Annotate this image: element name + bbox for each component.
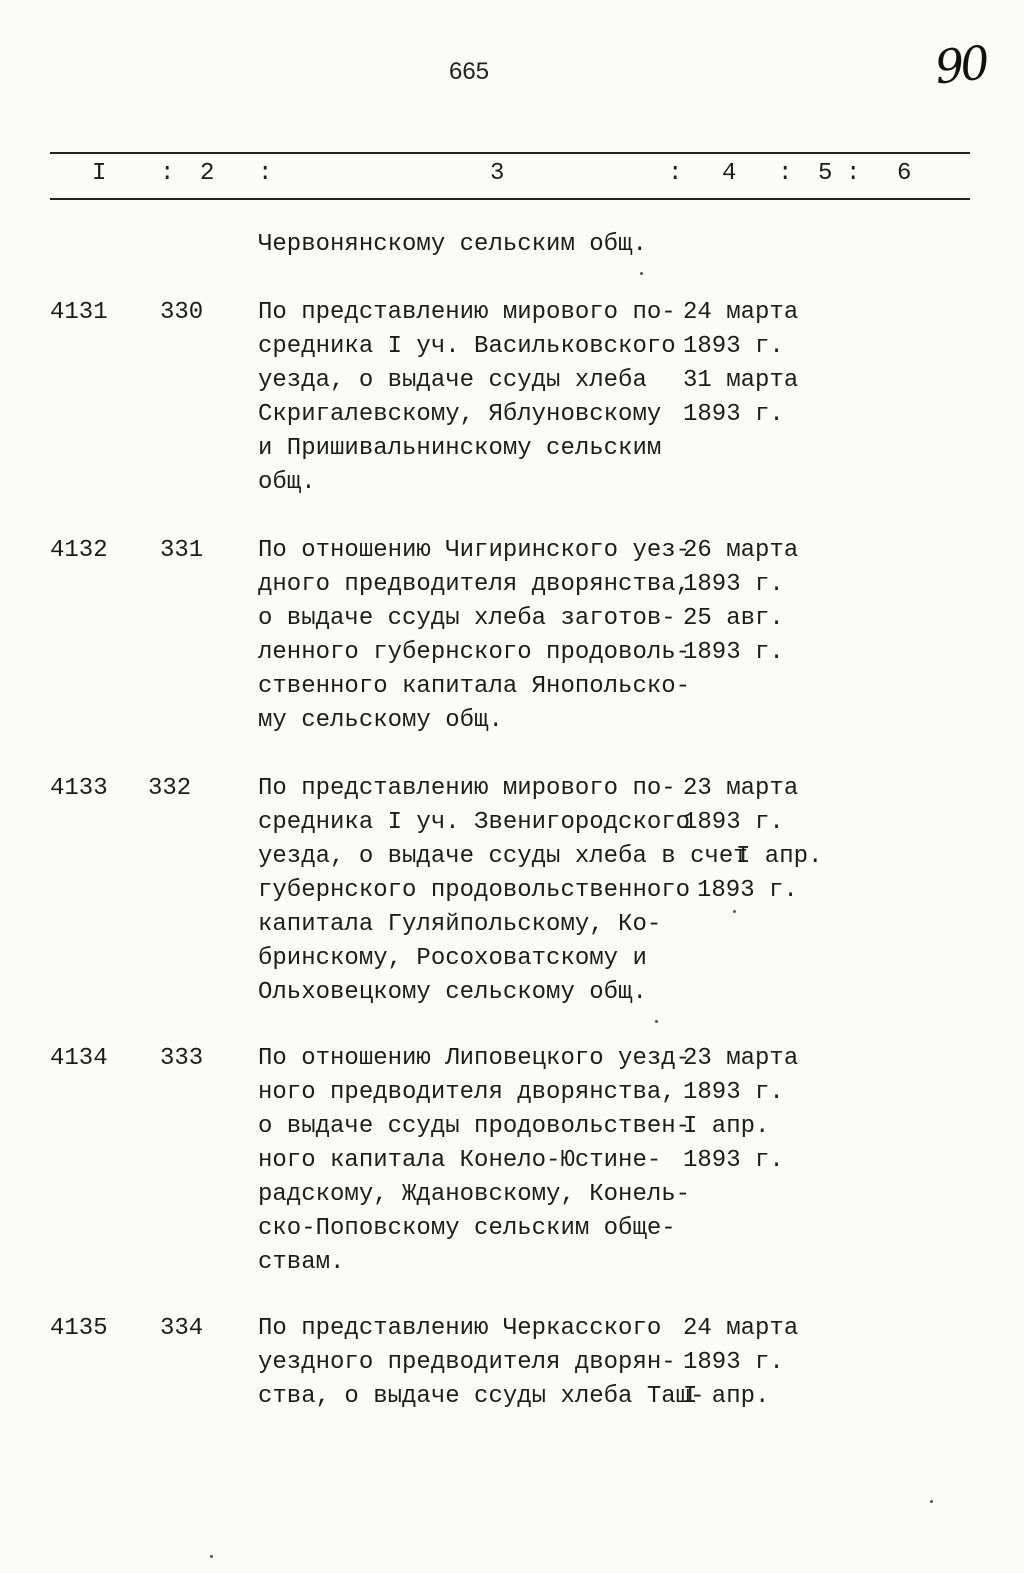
record-date-line: 23 марта [683, 1045, 799, 1072]
record-text-line: бринскому, Росоховатскому и [258, 945, 647, 972]
scan-speck [930, 1500, 933, 1503]
record-number: 4131 [50, 299, 108, 326]
header-separator: : [258, 160, 273, 187]
record-text-line: ско-Поповскому сельским обще- [258, 1215, 676, 1242]
record-text [258, 534, 690, 738]
scan-speck [655, 1020, 658, 1023]
header-col-4: 4 [722, 160, 737, 187]
record-dates [683, 296, 798, 432]
record-text-line: губернского продовольственного [258, 877, 691, 904]
record-date-line: I апр. [683, 1383, 770, 1410]
record-text [258, 296, 676, 500]
record-file: 330 [160, 299, 204, 326]
record-date-line: 31 марта [683, 367, 799, 394]
record-text-line: По представлению мирового по- [258, 775, 676, 802]
record-text-line: уезда, о выдаче ссуды хлеба в счет [258, 843, 748, 870]
record-text-line: По представлению мирового по- [258, 299, 676, 326]
record-text-line: Ольховецкому сельскому общ. [258, 979, 647, 1006]
record-text-line: ного капитала Конело-Юстине- [258, 1147, 662, 1174]
record-text-line: По отношению Липовецкого уезд- [258, 1045, 691, 1072]
record-text-line: По представлению Черкасского [258, 1315, 662, 1342]
record-text-line: уезда, о выдаче ссуды хлеба [258, 367, 647, 394]
header-separator: : [160, 160, 175, 187]
record-date-line: 1893 г. [683, 809, 784, 836]
record-date-line: 1893 г. [683, 401, 784, 428]
record-date-line: 1893 г. [683, 1147, 784, 1174]
record-text-line: ственного капитала Янопольско- [258, 673, 691, 700]
record-date-line: 1893 г. [683, 571, 784, 598]
header-separator: : [846, 160, 861, 187]
record-date-line: 1893 г. [683, 1079, 784, 1106]
record-text-line: и Пришивальнинскому сельским [258, 435, 662, 462]
record-text-line: капитала Гуляйпольскому, Ко- [258, 911, 662, 938]
header-rule-top [50, 152, 970, 154]
record-date-line: 23 марта [683, 775, 799, 802]
record-date-line: I апр. [736, 843, 823, 870]
record-text-line: о выдаче ссуды продовольствен- [258, 1113, 691, 1140]
page-number: 665 [449, 58, 490, 85]
header-col-6: 6 [897, 160, 912, 187]
record-text-line: общ. [258, 469, 316, 496]
record-text-line: радскому, Ждановскому, Конель- [258, 1181, 691, 1208]
record-date-line: 24 марта [683, 1315, 799, 1342]
record-file: 334 [160, 1315, 204, 1342]
header-col-3: 3 [490, 160, 505, 187]
record-text-line: о выдаче ссуды хлеба заготов- [258, 605, 676, 632]
record-file: 333 [160, 1045, 204, 1072]
record-text-line: Скригалевскому, Яблуновскому [258, 401, 662, 428]
record-date-line: 25 авг. [683, 605, 784, 632]
record-text-line: уездного предводителя дворян- [258, 1349, 676, 1376]
header-col-1: I [92, 160, 107, 187]
header-rule-bottom [50, 198, 970, 200]
header-col-5: 5 [818, 160, 833, 187]
record-text-line: дного предводителя дворянства, [258, 571, 691, 598]
record-text-line: По отношению Чигиринского уез- [258, 537, 691, 564]
scan-speck [733, 910, 736, 913]
record-text [258, 1042, 690, 1280]
record-number: 4135 [50, 1315, 108, 1342]
record-file: 331 [160, 537, 204, 564]
record-text-line: ленного губернского продоволь- [258, 639, 691, 666]
record-dates [683, 1312, 798, 1414]
record-text-line: ства, о выдаче ссуды хлеба Таш- [258, 1383, 705, 1410]
record-date-line: 1893 г. [697, 877, 798, 904]
record-date-line: I апр. [683, 1113, 770, 1140]
record-number: 4133 [50, 775, 108, 802]
record-dates [683, 534, 798, 670]
record-dates [683, 1042, 798, 1178]
record-file: 332 [148, 775, 192, 802]
record-text-line: средника I уч. Васильковского [258, 333, 676, 360]
continuation-line: Червонянскому сельским общ. [258, 231, 647, 258]
record-date-line: 1893 г. [683, 333, 784, 360]
record-text-line: ного предводителя дворянства, [258, 1079, 676, 1106]
record-date-line: 26 марта [683, 537, 799, 564]
sheet-number: 90 [932, 35, 989, 95]
record-date-line: 24 марта [683, 299, 799, 326]
header-col-2: 2 [200, 160, 215, 187]
record-text-line: му сельскому общ. [258, 707, 503, 734]
record-text [258, 1312, 704, 1414]
header-separator: : [778, 160, 793, 187]
record-text-line: средника I уч. Звенигородского [258, 809, 691, 836]
scan-speck [210, 1555, 213, 1558]
record-number: 4132 [50, 537, 108, 564]
record-text-line: ствам. [258, 1249, 345, 1276]
record-date-line: 1893 г. [683, 1349, 784, 1376]
header-separator: : [668, 160, 683, 187]
record-text [258, 772, 748, 1010]
record-date-line: 1893 г. [683, 639, 784, 666]
scan-speck [640, 272, 643, 275]
record-number: 4134 [50, 1045, 108, 1072]
